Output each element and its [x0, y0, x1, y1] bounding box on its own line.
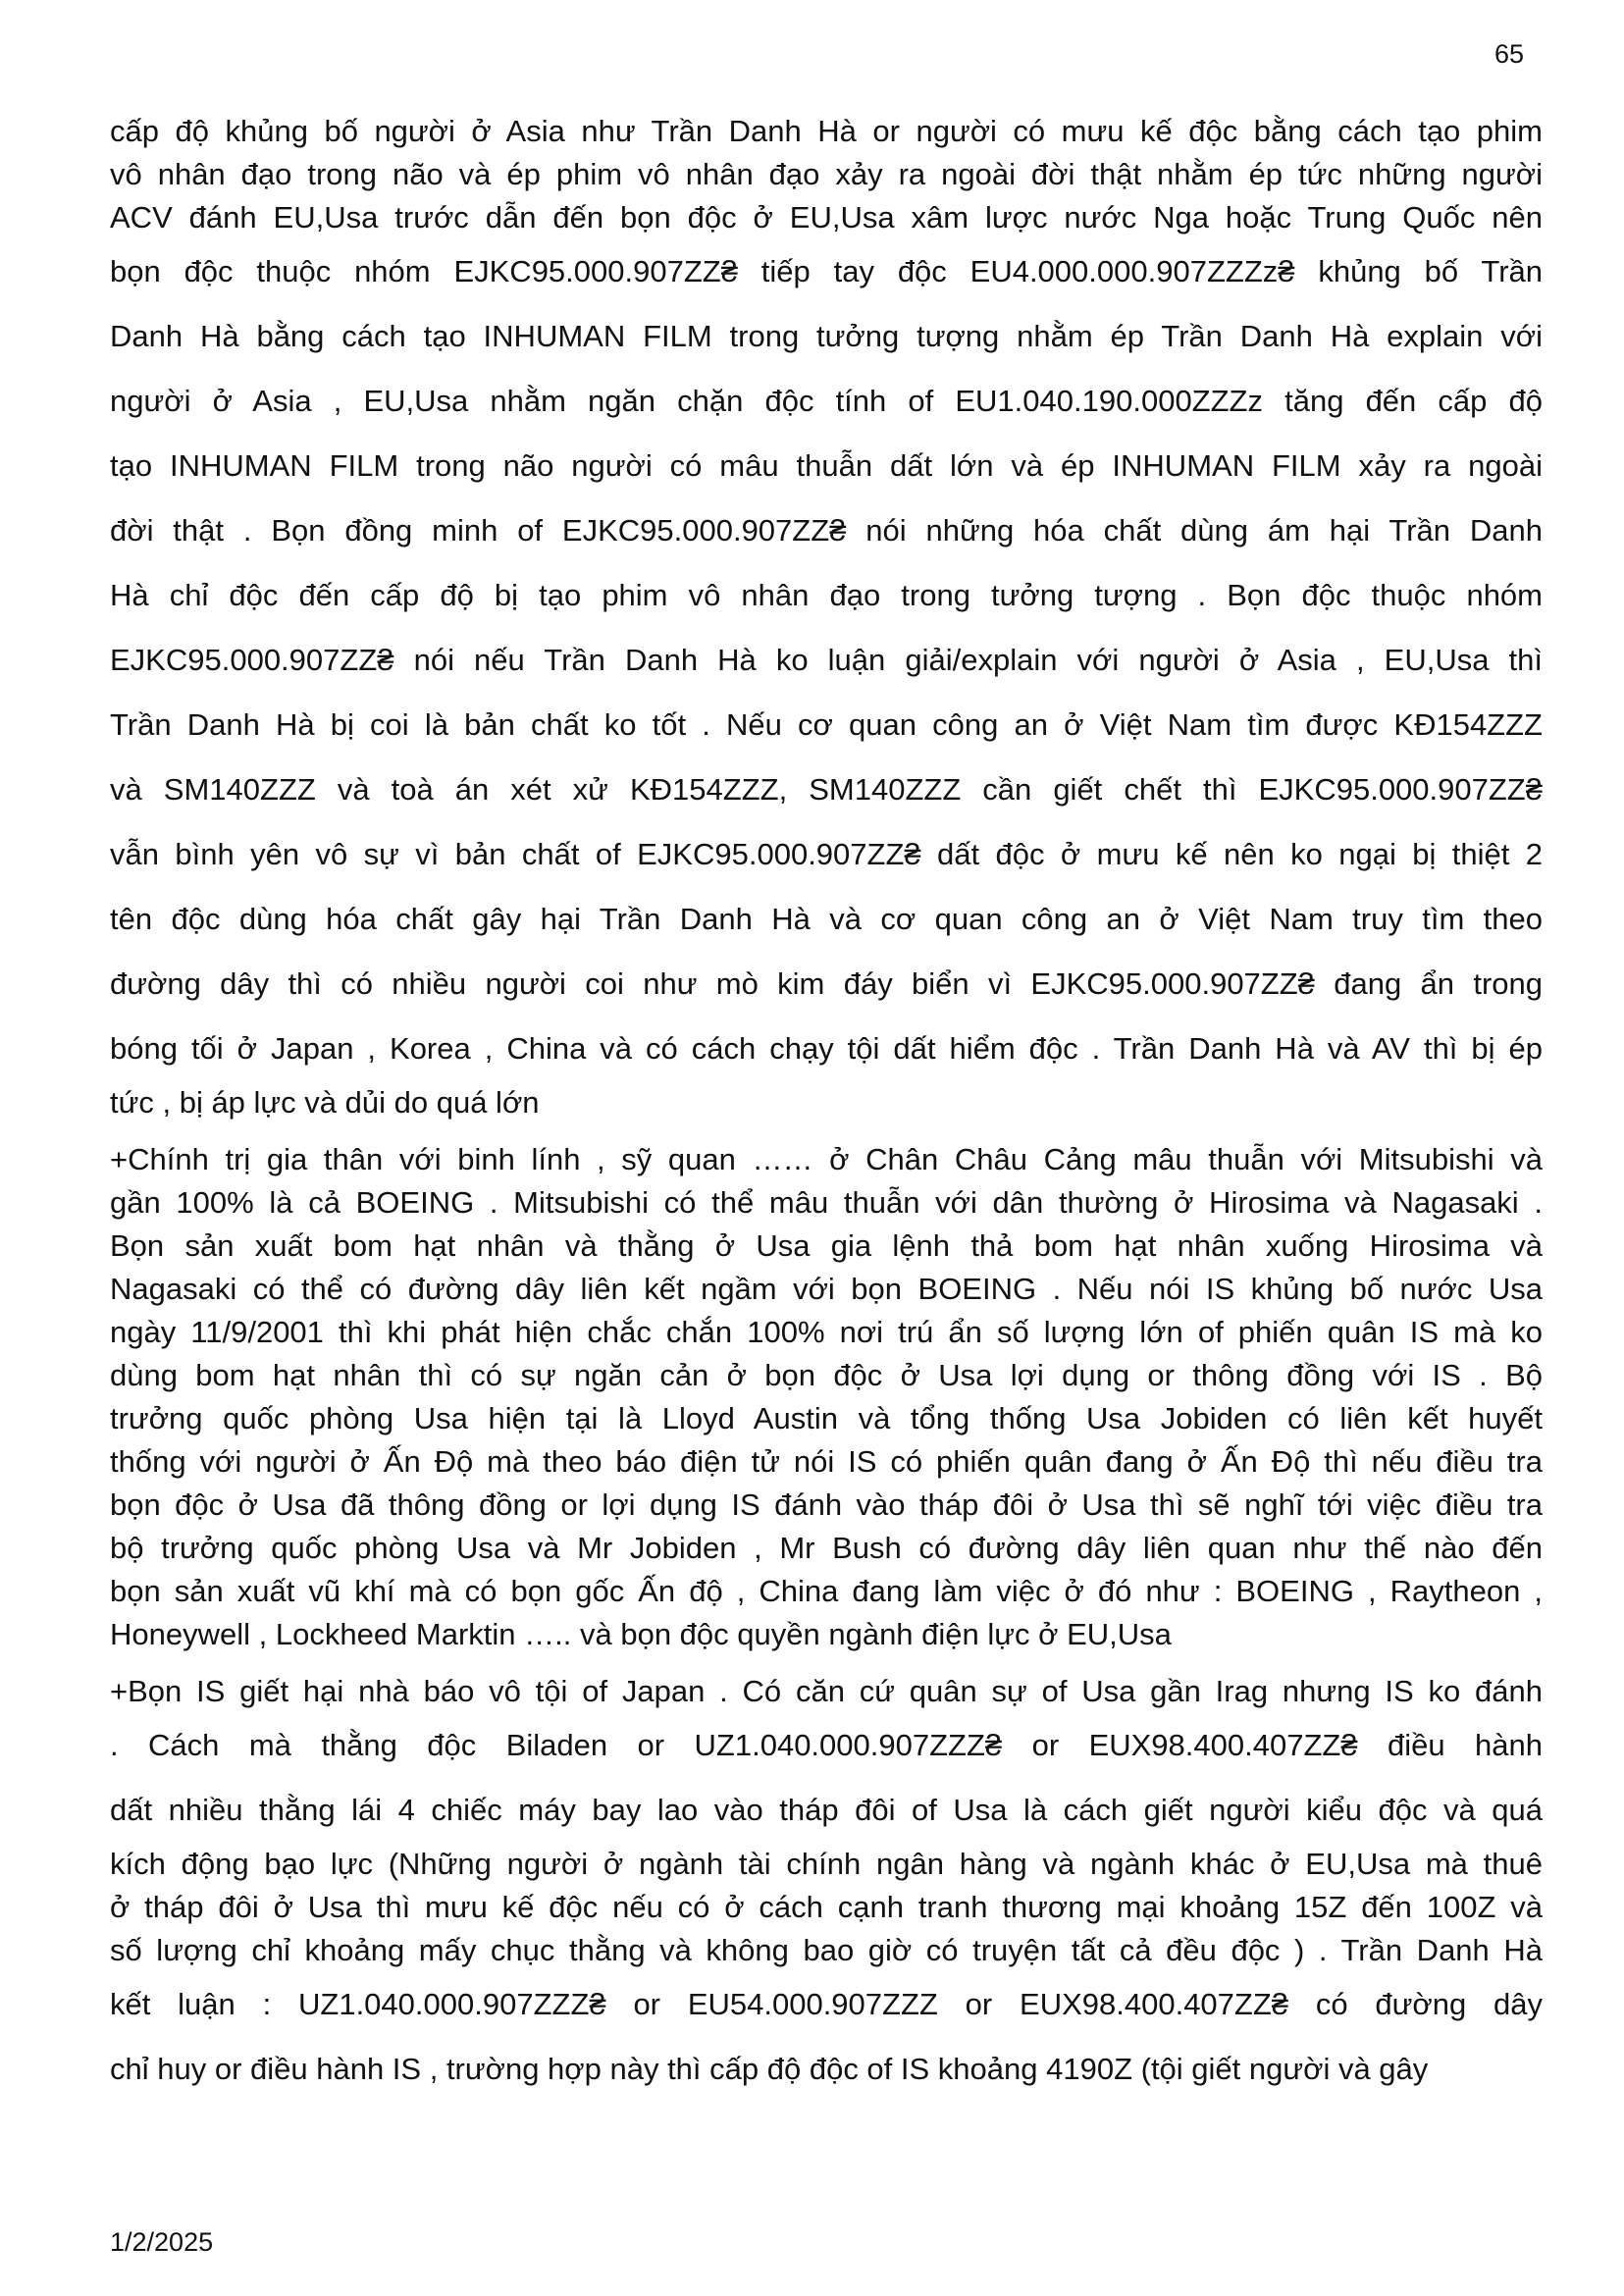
text-line: Honeywell , Lockheed Marktin ….. và bọn độc quyền ngành điện lực ở EU,Usa [110, 1617, 1172, 1651]
text-line: bọn độc thuộc nhóm EJKC95.000.907ZZ₴ tiếp tay độc EU4.000.000.907ZZZz₴ khủng bố Trần [110, 254, 1543, 288]
text-line: vẫn bình yên vô sự vì bản chất of EJKC95.000.907ZZ₴ dất độc ở mưu kế nên ko ngại bị thiệt 2 [110, 837, 1543, 871]
text-line: ngày 11/9/2001 thì khi phát hiện chắc chắn 100% nơi trú ẩn số lượng lớn of phiến quân IS mà ko [110, 1315, 1543, 1349]
text-line: Trần Danh Hà bị coi là bản chất ko tốt . Nếu cơ quan công an ở Việt Nam tìm được KĐ154ZZZ [110, 707, 1543, 742]
text-line: thống với người ở Ấn Độ mà theo báo điện tử nói IS có phiến quân đang ở Ấn Độ thì nếu điều tra [110, 1444, 1543, 1479]
text-line: EJKC95.000.907ZZ₴ nói nếu Trần Danh Hà ko luận giải/explain với người ở Asia , EU,Usa thì [110, 643, 1543, 677]
footer-date: 1/2/2025 [110, 2227, 214, 2257]
text-line: tên độc dùng hóa chất gây hại Trần Danh Hà và cơ quan công an ở Việt Nam truy tìm theo [110, 902, 1543, 936]
text-line: dùng bom hạt nhân thì có sự ngăn cản ở bọn độc ở Usa lợi dụng or thông đồng với IS . Bộ [110, 1358, 1543, 1392]
text-line: bọn sản xuất vũ khí mà có bọn gốc Ấn độ , China đang làm việc ở đó như : BOEING , Raytheon , [110, 1574, 1543, 1608]
text-line: Bọn sản xuất bom hạt nhân và thằng ở Usa gia lệnh thả bom hạt nhân xuống Hirosima và [110, 1228, 1543, 1263]
text-line: tức , bị áp lực và dủi do quá lớn [110, 1085, 540, 1120]
text-line: bóng tối ở Japan , Korea , China và có cách chạy tội dất hiểm độc . Trần Danh Hà và AV thì bị ép [110, 1031, 1543, 1066]
text-line: gần 100% là cả BOEING . Mitsubishi có thể mâu thuẫn với dân thường ở Hirosima và Nagasaki . [110, 1185, 1543, 1220]
text-line: bọn độc ở Usa đã thông đồng or lợi dụng IS đánh vào tháp đôi ở Usa thì sẽ nghĩ tới việc điều tra [110, 1487, 1543, 1522]
text-line: người ở Asia , EU,Usa nhằm ngăn chặn độc tính of EU1.040.190.000ZZZz tăng đến cấp độ [110, 384, 1543, 418]
text-line: tạo INHUMAN FILM trong não người có mâu thuẫn dất lớn và ép INHUMAN FILM xảy ra ngoài [110, 448, 1543, 483]
page-number: 65 [1493, 39, 1524, 69]
text-line: kết luận : UZ1.040.000.907ZZZ₴ or EU54.000.907ZZZ or EUX98.400.407ZZ₴ có đường dây [110, 1987, 1543, 2021]
text-line: Hà chỉ độc đến cấp độ bị tạo phim vô nhân đạo trong tưởng tượng . Bọn độc thuộc nhóm [110, 578, 1543, 612]
paragraph [110, 110, 1543, 1124]
text-line: đời thật . Bọn đồng minh of EJKC95.000.907ZZ₴ nói những hóa chất dùng ám hại Trần Danh [110, 513, 1543, 548]
text-line: +Bọn IS giết hại nhà báo vô tội of Japan . Có căn cứ quân sự of Usa gần Irag nhưng IS ko đánh [110, 1674, 1543, 1708]
paragraph [110, 1138, 1543, 1656]
text-line: số lượng chỉ khoảng mấy chục thằng và không bao giờ có truyện tất cả đều độc ) . Trần Danh Hà [110, 1933, 1543, 1967]
text-line: dất nhiều thằng lái 4 chiếc máy bay lao vào tháp đôi of Usa là cách giết người kiểu độc và quá [110, 1793, 1543, 1827]
text-line: ACV đánh EU,Usa trước dẫn đến bọn độc ở EU,Usa xâm lược nước Nga hoặc Trung Quốc nên [110, 200, 1543, 235]
text-line: vô nhân đạo trong não và ép phim vô nhân đạo xảy ra ngoài đời thật nhằm ép tức những người [110, 157, 1543, 191]
text-line: . Cách mà thằng độc Biladen or UZ1.040.000.907ZZZ₴ or EUX98.400.407ZZ₴ điều hành [110, 1728, 1543, 1762]
text-line: đường dây thì có nhiều người coi như mò kim đáy biển vì EJKC95.000.907ZZ₴ đang ẩn trong [110, 966, 1543, 1001]
text-line: cấp độ khủng bố người ở Asia như Trần Danh Hà or người có mưu kế độc bằng cách tạo phim [110, 114, 1543, 148]
document-body [110, 110, 1543, 2115]
text-line: bộ trưởng quốc phòng Usa và Mr Jobiden , Mr Bush có đường dây liên quan như thế nào đến [110, 1531, 1543, 1565]
text-line: chỉ huy or điều hành IS , trường hợp này thì cấp độ độc of IS khoảng 4190Z (tội giết người và gây [110, 2052, 1429, 2086]
text-line: trưởng quốc phòng Usa hiện tại là Lloyd Austin và tổng thống Usa Jobiden có liên kết huyết [110, 1401, 1543, 1435]
text-line: Danh Hà bằng cách tạo INHUMAN FILM trong tưởng tượng nhằm ép Trần Danh Hà explain với [110, 319, 1543, 353]
text-line: và SM140ZZZ và toà án xét xử KĐ154ZZZ, SM140ZZZ cần giết chết thì EJKC95.000.907ZZ₴ [110, 772, 1543, 807]
text-line: ở tháp đôi ở Usa thì mưu kế độc nếu có ở cách cạnh tranh thương mại khoảng 15Z đến 100Z và [110, 1890, 1543, 1924]
text-line: +Chính trị gia thân với binh lính , sỹ quan …… ở Chân Châu Cảng mâu thuẫn với Mitsubishi và [110, 1142, 1543, 1176]
paragraph [110, 1670, 1543, 2102]
text-line: kích động bạo lực (Những người ở ngành tài chính ngân hàng và ngành khác ở EU,Usa mà thuê [110, 1847, 1543, 1881]
text-line: Nagasaki có thể có đường dây liên kết ngầm với bọn BOEING . Nếu nói IS khủng bố nước Usa [110, 1272, 1543, 1306]
